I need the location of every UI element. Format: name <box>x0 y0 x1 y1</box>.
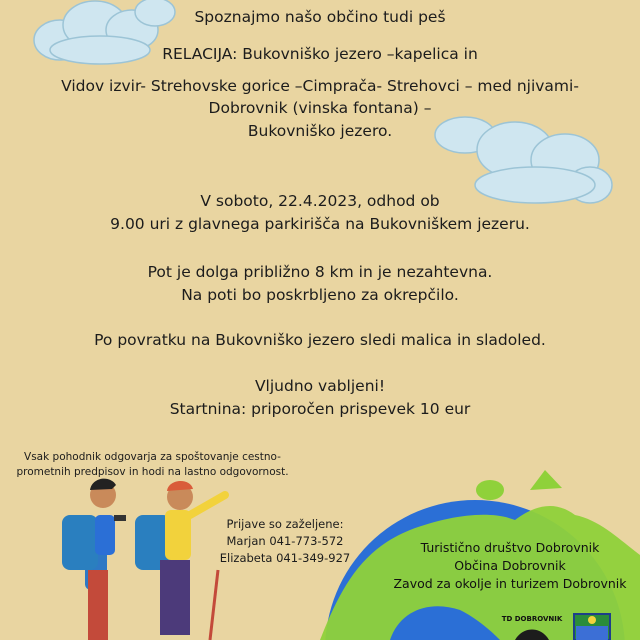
after-text: Po povratku na Bukovniško jezero sledi malica in sladoled. <box>94 331 546 349</box>
contact-person-2: Elizabeta 041-349-927 <box>219 551 351 565</box>
route-line-4: Bukovniško jezero. <box>247 122 393 140</box>
td-dobrovnik-logo <box>495 610 569 640</box>
date-line-2: 9.00 uri z glavnega parkirišča na Bukovniškem jezeru. <box>110 215 530 233</box>
municipality-crest-icon <box>572 612 612 640</box>
walk-line-2: Na poti bo poskrbljeno za okrepčilo. <box>181 286 459 304</box>
page-title: Spoznajmo našo občino tudi peš <box>194 8 446 26</box>
walk-line-1: Pot je dolga približno 8 km in je nezahtevna. <box>147 263 493 281</box>
invite-line-2: Startnina: priporočen prispevek 10 eur <box>169 400 471 418</box>
route-line-2: Vidov izvir- Strehovske gorice –Cimprača- Strehovci – med njivami- <box>61 77 579 95</box>
contact-person-1: Marjan 041-773-572 <box>226 534 344 548</box>
invite-line-1: Vljudno vabljeni! <box>254 377 386 395</box>
route-line-3: Dobrovnik (vinska fontana) – <box>208 99 432 117</box>
logo-text: TD DOBROVNIK <box>501 615 563 623</box>
disclaimer-line-1: Vsak pohodnik odgovarja za spoštovanje cestno- <box>24 451 281 463</box>
organizer-2: Občina Dobrovnik <box>454 558 566 573</box>
disclaimer-line-2: prometnih predpisov in hodi na lastno odgovornost. <box>16 466 289 478</box>
organizer-3: Zavod za okolje in turizem Dobrovnik <box>393 576 627 591</box>
route-line-1: RELACIJA: Bukovniško jezero –kapelica in <box>162 45 478 63</box>
date-line-1: V soboto, 22.4.2023, odhod ob <box>200 192 440 210</box>
contact-title: Prijave so zaželjene: <box>226 517 344 531</box>
organizer-1: Turistično društvo Dobrovnik <box>420 540 600 555</box>
